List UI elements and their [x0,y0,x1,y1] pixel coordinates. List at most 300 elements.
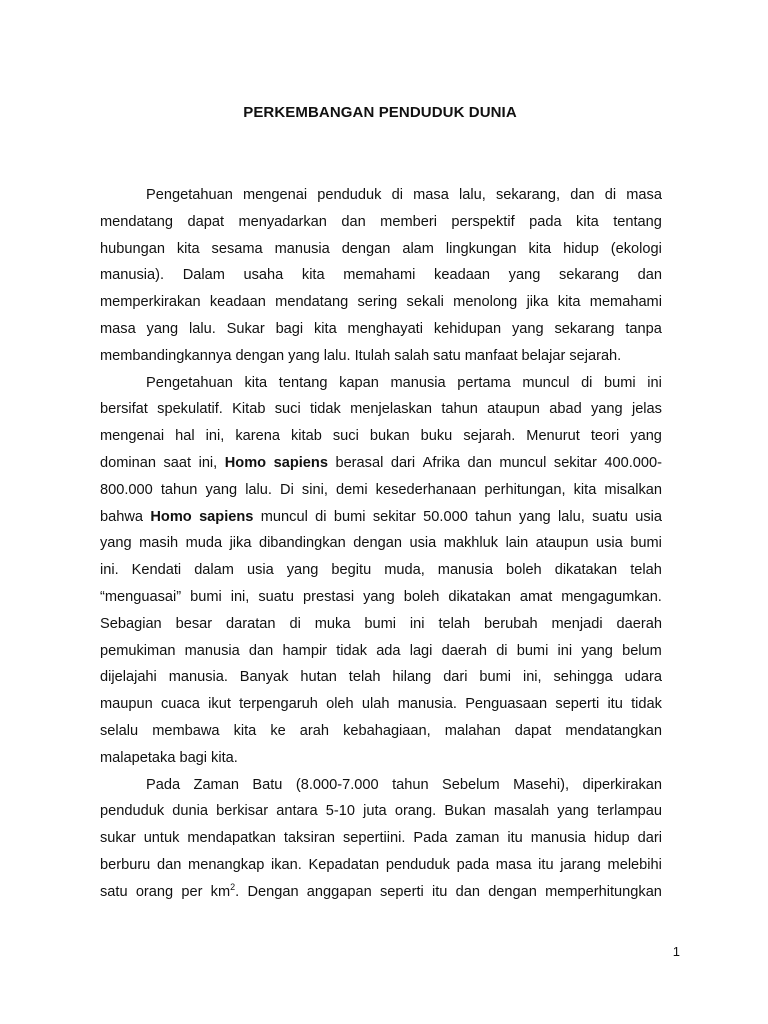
word: di [391,187,403,203]
word: Dengan [247,883,299,900]
word: memahami [343,267,416,284]
word: yang [581,642,613,659]
text-line [100,664,662,691]
word: kita [244,374,268,391]
word: hubungan [100,240,165,257]
text-line [100,691,662,718]
word: sekarang [558,267,619,284]
word: diperkirakan [582,776,662,793]
word: yang [508,267,541,284]
word: pada [456,856,490,873]
word: yang [100,535,132,552]
word: usia [246,562,274,579]
word: 5-10 [325,803,355,820]
word: spekulatif. [157,401,223,418]
word: masa [626,187,662,203]
word: salah [394,347,430,364]
word: itu [607,696,623,713]
word: Penguasaan [465,696,548,713]
word: prestasi [303,588,355,605]
word: ini, [230,588,250,605]
text-line [100,209,662,236]
word: ulah [361,696,390,713]
word: dapat [514,722,552,739]
word: terlampau [597,803,662,820]
word: Pada [146,776,181,793]
word: terpengaruh [239,696,318,713]
word: 800.000 [100,481,153,498]
text-line [100,182,662,209]
word: manusia [390,374,446,391]
word: udara [624,669,662,686]
word: begitu [331,562,372,579]
text-line [100,450,662,477]
word: dikatakan [554,562,618,579]
word: dan [570,187,595,203]
word: taksiran [283,830,335,847]
word: muncul [499,454,547,471]
word: ini [409,615,425,632]
word: dengan [488,883,537,900]
word: dan [455,883,480,900]
word: sekarang, [495,187,561,203]
word: malahan [444,722,501,739]
word: (8.000-7.000 [295,776,379,793]
word: bahwa [100,508,144,525]
word: alam [402,240,434,257]
word: suci [332,428,359,445]
word: sesama [211,240,263,257]
word: bagi [275,320,304,337]
word: untuk [143,830,180,847]
text-line [100,316,662,343]
text-line [100,638,662,665]
word: yang [146,320,179,337]
word: daerah [616,615,662,632]
word: dunia [172,803,208,820]
word: berburu [100,856,151,873]
word: berasal [335,454,384,471]
word: Pengetahuan [146,374,233,391]
word: penduduk [317,187,382,203]
word: manusia). [100,267,165,284]
text-line [100,745,662,772]
word: Kepadatan [308,856,380,873]
word: bersifat [100,401,148,418]
word: menangkap [188,856,265,873]
word: lalu, [558,508,585,525]
word: berkisar [216,803,269,820]
word: telah [348,669,381,686]
word: keadaan [209,294,266,311]
word: ikut [208,696,231,713]
word: mengenai [100,428,165,445]
word: Zaman [193,776,239,793]
text-line [100,236,662,263]
word: manusia. [397,696,457,713]
word: Itulah [354,347,391,364]
word: tidak [336,642,368,659]
word: kita [528,240,552,257]
word: menjelaskan [350,401,433,418]
word: dominan [100,454,156,471]
word: orang. [394,803,437,820]
word: Masehi), [513,776,570,793]
word: memahami [589,294,662,311]
word: Dalam [182,267,225,284]
word: yang [512,320,544,337]
word: ini [557,642,573,659]
word: “menguasai” [100,588,182,605]
word: ataupun [487,401,540,418]
word: masalah [493,803,550,820]
text-line [100,557,662,584]
word: yang [519,508,551,525]
word: menolong [453,294,518,311]
word: maupun [100,696,153,713]
word: manusia [530,830,586,847]
text-line [100,718,662,745]
word: tentang [278,374,328,391]
text-line [100,772,662,799]
word: usaha [243,267,284,284]
word: abad [549,401,582,418]
word: hidup [593,830,630,847]
word: mendatang [100,213,174,230]
word: hidup [563,240,599,257]
word: ini, [205,428,225,445]
word: kitab [291,428,322,445]
word: misalkan [604,481,662,498]
word: Kitab [232,401,266,418]
word: bumi [190,588,222,605]
word: hutan [300,669,337,686]
word: yang [591,401,623,418]
word: pada [529,213,562,230]
punctuation: . [235,883,240,900]
word: cuaca [160,696,200,713]
word: bumi [516,642,549,659]
word: penduduk [100,803,165,820]
word: menjadi [551,615,603,632]
text-line [100,879,662,906]
word: dalam [194,562,234,579]
word: km [210,883,231,900]
word: manusia [274,240,330,257]
word: antara [276,803,318,820]
word: bumi [479,669,512,686]
word: jika [526,294,549,311]
word: Bukan [444,803,486,820]
word: Afrika [422,454,460,471]
word: Kendati [131,562,182,579]
word: sekarang [554,320,615,337]
word: orang [135,883,174,900]
word: masa [495,856,532,873]
word: Banyak [239,669,289,686]
word: belajar [521,347,566,364]
word: muka [314,615,351,632]
word: tidak [631,696,662,713]
word: ini, [522,669,542,686]
word: menghayati [347,320,423,337]
word: lalu. [189,320,216,337]
word: daratan [226,615,276,632]
word: kesederhanaan [375,481,477,498]
text-line [100,825,662,852]
word: lagi [409,642,433,659]
word: per [181,883,203,900]
word: karena [235,428,280,445]
word: dan [467,454,492,471]
word: Sukar [226,320,265,337]
document-title: PERKEMBANGAN PENDUDUK DUNIA [243,104,517,121]
word: itu [507,830,523,847]
word: muda [185,535,223,552]
word: dengan [353,535,402,552]
text-line [100,530,662,557]
text-line [100,262,662,289]
word: perspektif [451,213,515,230]
word: itu [431,883,448,900]
word: lalu. [245,481,272,498]
word: yang [557,803,589,820]
word: oleh [326,696,354,713]
text-line [100,611,662,638]
word: sekitar [372,508,416,525]
superscript: 2 [230,881,236,892]
word: saat [163,454,192,471]
word: dan [248,642,274,659]
word: mengenai [243,187,308,203]
word: daerah [441,642,488,659]
word: dari [443,669,468,686]
word: ini. [100,562,119,579]
word: belum [622,642,662,659]
text-line [100,423,662,450]
word: bumi [630,535,662,552]
word: bumi [364,615,396,632]
word: sekali [406,294,444,311]
page-number: 1 [672,944,680,959]
word: boleh [403,588,440,605]
word: hampir [282,642,328,659]
text-line [100,504,662,531]
word: usia [409,535,437,552]
word-with-superscript [211,879,240,906]
word: bumi [604,374,636,391]
word: di [581,374,593,391]
bold-word: Homo [224,454,267,471]
word: 50.000 [423,508,468,525]
word: kita [573,481,597,498]
word: kita [233,722,257,739]
word: seperti [555,696,600,713]
text-line [100,852,662,879]
word: perhitungan, [484,481,566,498]
word: dibandingkan [258,535,346,552]
word: masa [100,320,136,337]
word: manusia [437,562,493,579]
word: di [604,187,617,203]
word: sejarah. [463,428,516,445]
word: di [496,642,508,659]
word: yang [205,481,238,498]
word: mengagumkan. [561,588,662,605]
text-line [100,798,662,825]
word: lingkungan [445,240,517,257]
text-line [100,343,662,370]
word: telah [438,615,471,632]
word: dari [390,454,416,471]
word: sini, [301,481,328,498]
word: muncul [260,508,308,525]
word: sering [357,294,398,311]
word: usia [635,508,662,525]
word: suatu [258,588,295,605]
word: memperhitungkan [545,883,662,900]
word: seperti [379,883,424,900]
word: di [289,615,301,632]
word: dijelajahi [100,669,157,686]
word: muncul [522,374,570,391]
word: yang [288,347,320,364]
word: demi [335,481,368,498]
word: buku [420,428,453,445]
word: 400.000- [604,454,662,471]
word: kehidupan [433,320,502,337]
word: Batu [252,776,283,793]
word: Pada [413,830,448,847]
word: sekitar [553,454,597,471]
word: di [315,508,327,525]
word: memberi [380,213,437,230]
word: suci [274,401,301,418]
word: mendapatkan [187,830,276,847]
word: jika [229,535,252,552]
word: mendatangkan [565,722,662,739]
text-line [100,289,662,316]
word: masa [413,187,449,203]
word: membawa [152,722,220,739]
word: pertama [457,374,511,391]
word: zaman [455,830,500,847]
word: manusia. [168,669,228,686]
text-line [100,477,662,504]
word: besar [175,615,213,632]
word: pemukiman [100,642,176,659]
word: keadaan [434,267,491,284]
word: tahun [441,401,478,418]
word: kebahagiaan, [343,722,431,739]
word: dikatakan [448,588,511,605]
word: muda, [384,562,425,579]
word: arah [299,722,330,739]
bold-word: Homo [150,508,192,525]
word: bukan [369,428,410,445]
word: lain [505,535,529,552]
word: kapan [339,374,379,391]
word: membandingkannya [100,347,232,364]
word: Di [280,481,294,498]
word: bagi [179,749,208,766]
word: tanpa [625,320,662,337]
word: dengan [235,347,285,364]
word: satu [100,883,128,900]
word: tahun [160,481,198,498]
word: Sebagian [100,615,162,632]
word: usia [596,535,623,552]
word: dan [637,267,662,284]
word: jelas [631,401,662,418]
word: boleh [505,562,542,579]
text-line [100,584,662,611]
word: tahun [475,508,512,525]
word: anggapan [306,883,372,900]
document-body [100,182,662,906]
word: sepertiini. [342,830,406,847]
word: ikan. [271,856,302,873]
word: sejarah. [569,347,622,364]
word: yang [630,428,662,445]
word: kita [557,294,581,311]
word: lalu, [458,187,486,203]
word: hilang [392,669,432,686]
word: suatu [592,508,628,525]
word: juta [363,803,387,820]
word: ini, [198,454,218,471]
word: Sebelum [442,776,500,793]
word: manusia [184,642,240,659]
word: berubah [484,615,538,632]
word: teori [590,428,620,445]
word: tentang [613,213,662,230]
word: dapat [187,213,225,230]
word: dan [157,856,182,873]
word: kita. [211,749,238,766]
word: sukar [100,830,136,847]
word: ada [376,642,401,659]
word: malapetaka [100,749,176,766]
word: itu [538,856,554,873]
word: lalu. [323,347,351,364]
word: amat [519,588,553,605]
word: melebihi [607,856,662,873]
word: Menurut [526,428,580,445]
word: satu [433,347,461,364]
word: kita [301,267,325,284]
word: telah [630,562,662,579]
word: hal [175,428,195,445]
word: jarang [560,856,601,873]
word: tahun [392,776,429,793]
word: ini [647,374,662,391]
word: (ekologi [610,240,662,257]
bold-word: sapiens [199,508,254,525]
word: selalu [100,722,139,739]
word: yang [363,588,395,605]
word: kita [176,240,200,257]
word: Pengetahuan [146,187,233,203]
word: ke [270,722,286,739]
word: yang [286,562,319,579]
word: dari [637,830,662,847]
word: tidak [309,401,341,418]
word: dengan [341,240,391,257]
word: sehingga [553,669,613,686]
word: memperkirakan [100,294,201,311]
word: ataupun [535,535,589,552]
